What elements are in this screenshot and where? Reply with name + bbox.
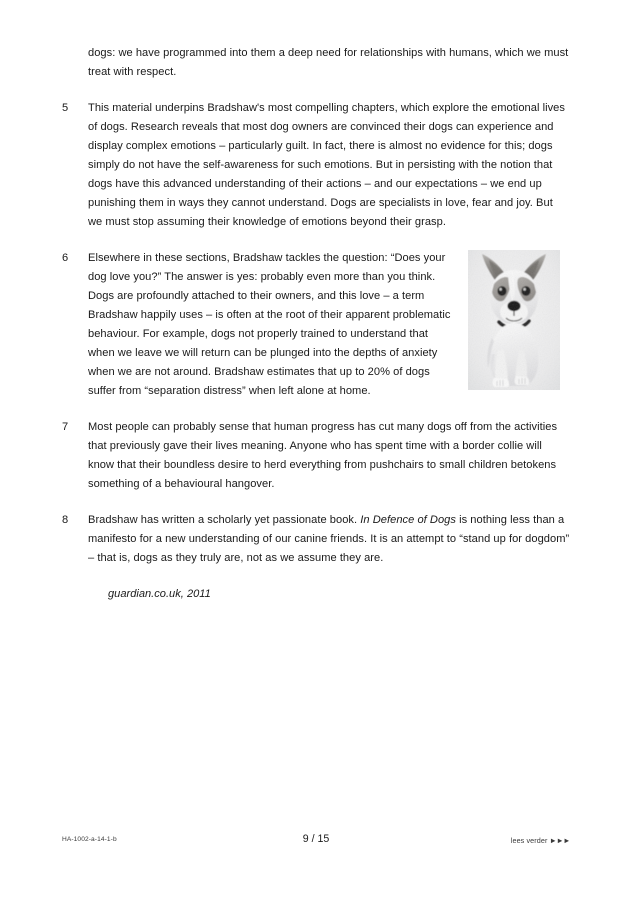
continue-label: lees verder [510, 836, 548, 845]
paragraph-number-5: 5 [62, 102, 69, 114]
paragraph-number-7: 7 [62, 421, 69, 433]
paragraph-8-text-after: is nothing less than a manifesto for a new understanding of our canine friends. It is an attempt to “stand up for dogdom” – that is, dogs as they truly are, not as we assume they are. [88, 514, 570, 564]
page-indicator: 9 / 15 [302, 833, 330, 845]
paragraph-7 [62, 418, 570, 494]
triple-right-arrow-icon: ►►► [549, 836, 570, 845]
paragraph-text-7: Most people can probably sense that human progress has cut many dogs off from the activities that previously gave their lives meaning. Anyone who has spent time with a border collie will know that their boundless desire to herd everything from pushchairs to small children betokens something of a behavioural hangover. [88, 421, 558, 490]
exam-code: HA-1002-a-14-1-b [62, 836, 117, 843]
paragraph-number-6: 6 [62, 252, 69, 264]
paragraph-8-text-before: Bradshaw has written a scholarly yet passionate book. [88, 514, 361, 526]
paragraph-5 [62, 99, 570, 232]
paragraph-text-6: Elsewhere in these sections, Bradshaw tackles the question: “Does your dog love you?” The answer is yes: probably even more than you think. Dogs are profoundly attached to their owners, and this love – a term Bradshaw happily uses – is often at the root of their apparent problematic behaviour. For example, dogs not properly trained to understand that when we leave we will return can be plunged into the depths of anxiety when we are not around. Bradshaw estimates that up to 20% of dogs suffer from “separation distress” when left alone at home. [88, 252, 451, 397]
book-title: In Defence of Dogs [360, 514, 456, 526]
dog-photo-jack-russell-terrier [468, 250, 560, 390]
paragraph-number-8: 8 [62, 514, 69, 526]
document-body [62, 44, 570, 604]
paragraph-6 [62, 249, 570, 401]
continue-notice [511, 836, 570, 845]
paragraph-continuation [62, 44, 570, 82]
source-attribution: guardian.co.uk, 2011 [108, 588, 211, 600]
page-footer [62, 833, 570, 850]
paragraph-text-5: This material underpins Bradshaw's most compelling chapters, which explore the emotional lives of dogs. Research reveals that most dog owners are convinced their dogs can experience and display complex emotions – particularly guilt. In fact, there is almost no evidence for this; dogs simply do not have the self-awareness for such emotions. But in persisting with the notion that dogs have this advanced understanding of their actions – and our expectations – we end up punishing them in ways they cannot understand. Dogs are specialists in love, fear and joy. But we must stop assuming their knowledge of emotions beyond their grasp. [88, 102, 565, 228]
paragraph-text: dogs: we have programmed into them a deep need for relationships with humans, which we must treat with respect. [88, 47, 569, 78]
paragraph-8 [62, 511, 570, 568]
paragraph-text-8 [88, 511, 570, 568]
